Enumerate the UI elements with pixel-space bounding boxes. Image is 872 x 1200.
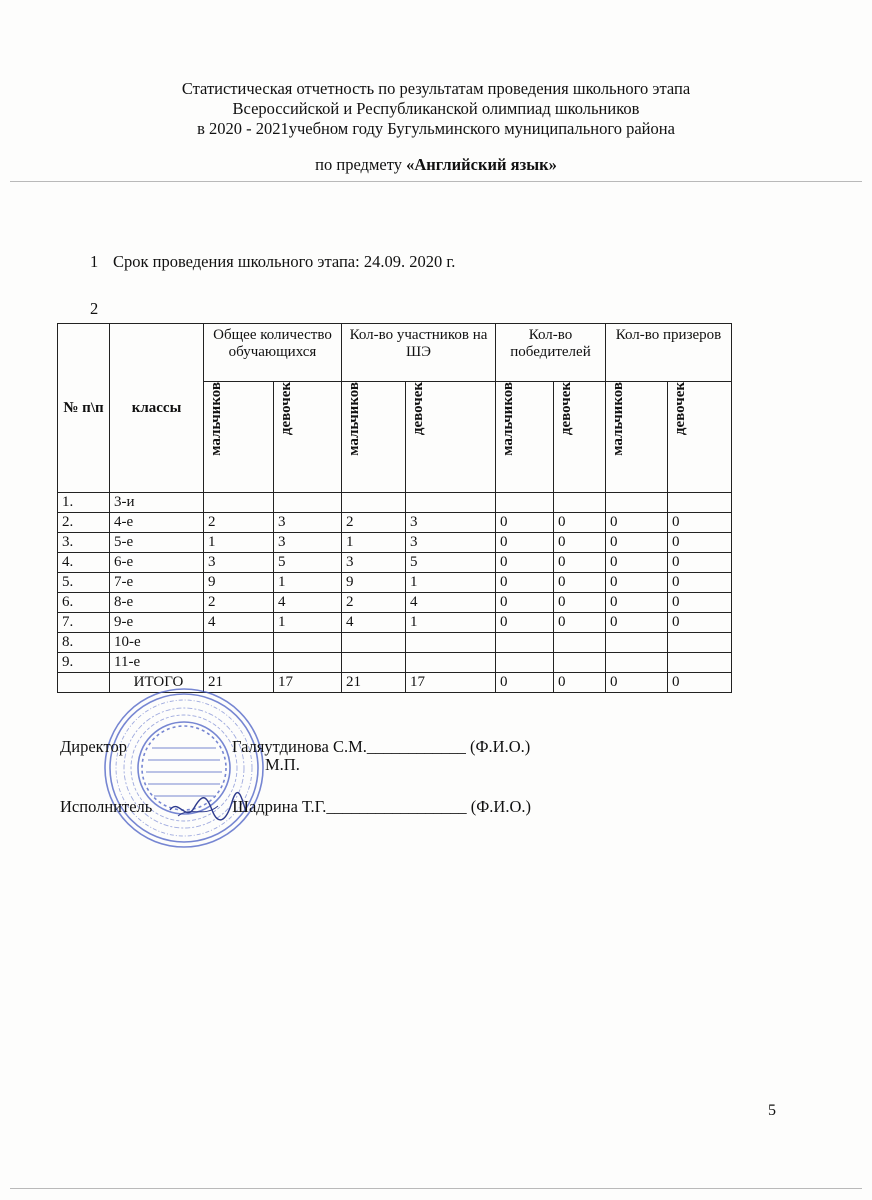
cell-value	[204, 633, 274, 653]
cell-value: 4	[406, 593, 496, 613]
cell-value: 5	[274, 553, 342, 573]
page-number: 5	[768, 1102, 776, 1119]
cell-value: 0	[606, 513, 668, 533]
cell-value: 4	[274, 593, 342, 613]
cell-value	[204, 653, 274, 673]
scan-edge-bottom	[10, 1188, 862, 1189]
cell-value	[668, 653, 732, 673]
director-name: Галяутдинова С.М.____________ (Ф.И.О.)	[231, 737, 531, 756]
cell-value: 0	[606, 613, 668, 633]
cell-value	[606, 653, 668, 673]
cell-value	[274, 653, 342, 673]
item-1	[90, 252, 455, 272]
subheader-boys-label: мальчиков	[610, 382, 626, 456]
cell-value	[274, 493, 342, 513]
total-value: 0	[668, 673, 732, 693]
cell-value	[606, 493, 668, 513]
executor-label: Исполнитель	[60, 797, 153, 816]
cell-value: 1	[406, 573, 496, 593]
executor-signature-line	[60, 797, 531, 817]
cell-value: 0	[554, 573, 606, 593]
total-value: 0	[554, 673, 606, 693]
subject-name: «Английский язык»	[406, 155, 557, 174]
subheader-girls	[668, 382, 732, 493]
cell-value: 0	[554, 553, 606, 573]
olympiad-stats-table	[57, 323, 732, 693]
cell-value	[406, 653, 496, 673]
cell-value: 2	[342, 513, 406, 533]
item-2	[90, 299, 113, 319]
header-total-students: Общее количество обучающихся	[204, 324, 342, 382]
cell-value: 0	[606, 573, 668, 593]
cell-value: 0	[496, 573, 554, 593]
cell-value: 4	[204, 613, 274, 633]
cell-value	[668, 633, 732, 653]
cell-num: 9.	[58, 653, 110, 673]
scan-edge-top	[10, 181, 862, 182]
item-1-number: 1	[90, 252, 99, 271]
cell-class: 3-и	[110, 493, 204, 513]
cell-num: 1.	[58, 493, 110, 513]
cell-value: 0	[554, 613, 606, 633]
cell-value: 0	[668, 533, 732, 553]
cell-value: 5	[406, 553, 496, 573]
cell-value: 1	[406, 613, 496, 633]
cell-value: 1	[204, 533, 274, 553]
cell-value	[606, 633, 668, 653]
cell-num: 5.	[58, 573, 110, 593]
cell-value: 4	[342, 613, 406, 633]
cell-class: 7-е	[110, 573, 204, 593]
subheader-girls-label: девочек	[278, 382, 294, 436]
subheader-girls-label: девочек	[558, 382, 574, 436]
total-value: 21	[342, 673, 406, 693]
total-value: 0	[606, 673, 668, 693]
subheader-boys	[496, 382, 554, 493]
subheader-girls-label: девочек	[410, 382, 426, 436]
subheader-boys	[204, 382, 274, 493]
cell-value: 0	[554, 593, 606, 613]
cell-num: 7.	[58, 613, 110, 633]
subheader-boys-label: мальчиков	[500, 382, 516, 456]
cell-value: 1	[274, 613, 342, 633]
cell-value: 0	[606, 533, 668, 553]
cell-value	[342, 633, 406, 653]
cell-value: 0	[668, 593, 732, 613]
cell-num: 6.	[58, 593, 110, 613]
cell-value: 9	[204, 573, 274, 593]
subheader-girls	[554, 382, 606, 493]
table-row	[58, 513, 732, 533]
table-row	[58, 573, 732, 593]
cell-value	[406, 493, 496, 513]
cell-value: 0	[606, 593, 668, 613]
cell-class: 6-е	[110, 553, 204, 573]
header-participants: Кол-во участников на ШЭ	[342, 324, 496, 382]
header-line-1: Статистическая отчетность по результатам проведения школьного этапа	[181, 79, 691, 98]
subheader-girls	[274, 382, 342, 493]
total-value: 17	[274, 673, 342, 693]
cell-value: 0	[668, 613, 732, 633]
cell-value: 3	[406, 513, 496, 533]
header-classes: классы	[110, 324, 204, 493]
cell-value: 1	[342, 533, 406, 553]
cell-value	[554, 653, 606, 673]
cell-num: 8.	[58, 633, 110, 653]
cell-value: 0	[496, 593, 554, 613]
cell-value: 0	[496, 533, 554, 553]
cell-value: 3	[342, 553, 406, 573]
cell-value: 0	[668, 553, 732, 573]
cell-value: 3	[274, 513, 342, 533]
cell-value	[406, 633, 496, 653]
header-winners: Кол-во победителей	[496, 324, 606, 382]
cell-value: 0	[606, 553, 668, 573]
document-header	[0, 79, 872, 175]
director-signature-line	[60, 737, 530, 757]
subheader-boys	[606, 382, 668, 493]
cell-class: 11-е	[110, 653, 204, 673]
cell-value	[204, 493, 274, 513]
cell-value: 1	[274, 573, 342, 593]
header-prizers: Кол-во призеров	[606, 324, 732, 382]
cell-class: 5-е	[110, 533, 204, 553]
total-label: ИТОГО	[110, 673, 204, 693]
cell-value: 3	[274, 533, 342, 553]
item-2-number: 2	[90, 299, 99, 318]
table-row	[58, 653, 732, 673]
cell-value	[496, 633, 554, 653]
cell-value: 0	[496, 553, 554, 573]
cell-value	[342, 493, 406, 513]
header-number: № п\п	[58, 324, 110, 493]
cell-num: 4.	[58, 553, 110, 573]
table-row	[58, 593, 732, 613]
cell-value	[496, 493, 554, 513]
executor-name: Шадрина Т.Г._________________ (Ф.И.О.)	[232, 797, 531, 816]
table-row	[58, 533, 732, 553]
header-line-2: Всероссийской и Республиканской олимпиад школьников	[232, 99, 640, 118]
header-subject	[0, 155, 872, 175]
cell-num: 3.	[58, 533, 110, 553]
cell-num: 2.	[58, 513, 110, 533]
total-value: 21	[204, 673, 274, 693]
cell-value: 0	[496, 613, 554, 633]
cell-value	[496, 653, 554, 673]
subject-prefix: по предмету	[315, 155, 407, 174]
cell-value: 2	[204, 513, 274, 533]
subheader-girls	[406, 382, 496, 493]
total-value: 0	[496, 673, 554, 693]
cell-class: 4-е	[110, 513, 204, 533]
cell-value: 0	[496, 513, 554, 533]
subheader-boys-label: мальчиков	[208, 382, 224, 456]
cell-class: 8-е	[110, 593, 204, 613]
cell-value	[668, 493, 732, 513]
cell-value: 2	[342, 593, 406, 613]
item-1-text: Срок проведения школьного этапа: 24.09. 2020 г.	[113, 252, 456, 271]
cell-value: 0	[668, 573, 732, 593]
subheader-boys-label: мальчиков	[346, 382, 362, 456]
cell-class: 9-е	[110, 613, 204, 633]
director-label: Директор	[60, 737, 127, 756]
header-line-3: в 2020 - 2021учебном году Бугульминского муниципального района	[197, 119, 675, 138]
subheader-boys	[342, 382, 406, 493]
table-row	[58, 633, 732, 653]
cell-value: 0	[554, 513, 606, 533]
cell-value: 3	[406, 533, 496, 553]
cell-value: 0	[554, 533, 606, 553]
cell-value	[342, 653, 406, 673]
table-row	[58, 553, 732, 573]
cell-value: 2	[204, 593, 274, 613]
cell-value	[274, 633, 342, 653]
table-row	[58, 493, 732, 513]
subheader-girls-label: девочек	[672, 382, 688, 436]
cell-value: 9	[342, 573, 406, 593]
total-value: 17	[406, 673, 496, 693]
cell-value	[554, 633, 606, 653]
cell-value: 0	[668, 513, 732, 533]
table-row	[58, 613, 732, 633]
cell-class: 10-е	[110, 633, 204, 653]
cell-value	[554, 493, 606, 513]
cell-value: 3	[204, 553, 274, 573]
seal-place-label: М.П.	[265, 755, 300, 774]
